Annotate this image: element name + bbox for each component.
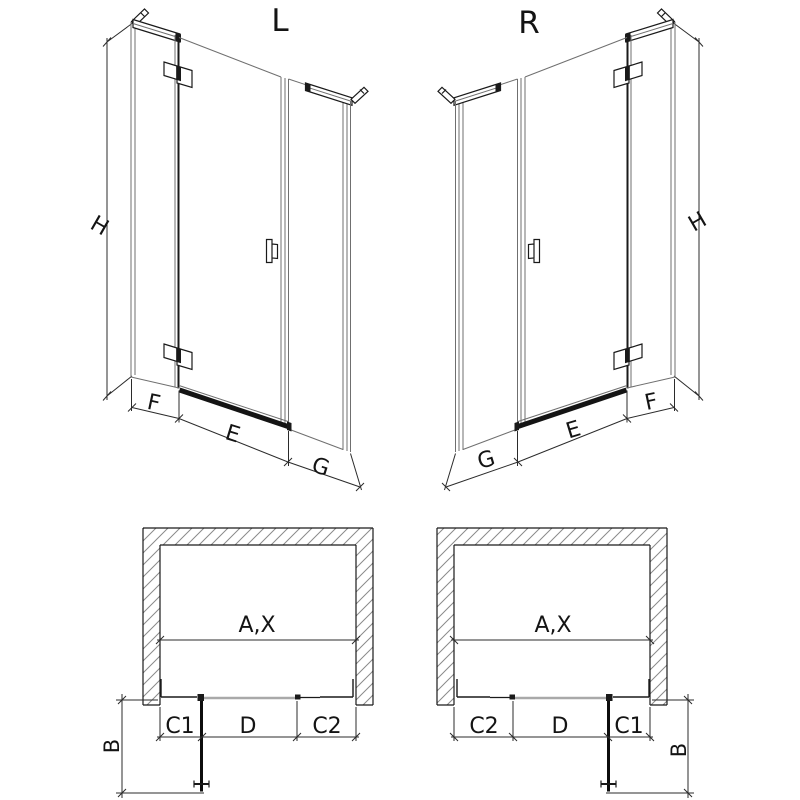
perspective-view-left (103, 9, 368, 491)
dim-label-g-right: G (474, 445, 499, 475)
dim-label-g-left: G (308, 452, 333, 482)
dim-label-ax-right: A,X (534, 613, 572, 638)
dim-label-f-left: F (144, 389, 163, 418)
variant-title-left: L (271, 3, 289, 39)
dim-label-b-right: B (667, 742, 691, 758)
dim-label-h-left: H (85, 211, 113, 242)
dim-label-c1-right: C1 (614, 714, 644, 739)
dim-label-ax-left: A,X (238, 613, 276, 638)
variant-title-right: R (518, 5, 540, 41)
dim-label-c2-right: C2 (469, 714, 499, 739)
dim-label-c2-left: C2 (312, 714, 342, 739)
dim-label-d-right: D (551, 714, 569, 739)
dim-label-e-right: E (563, 416, 584, 445)
dim-label-f-right: F (642, 388, 661, 417)
dim-label-h-right: H (684, 207, 712, 238)
dim-label-e-left: E (222, 420, 243, 449)
dim-label-b-left: B (100, 738, 124, 754)
dim-label-c1-left: C1 (165, 714, 195, 739)
dim-label-d-left: D (239, 714, 257, 739)
